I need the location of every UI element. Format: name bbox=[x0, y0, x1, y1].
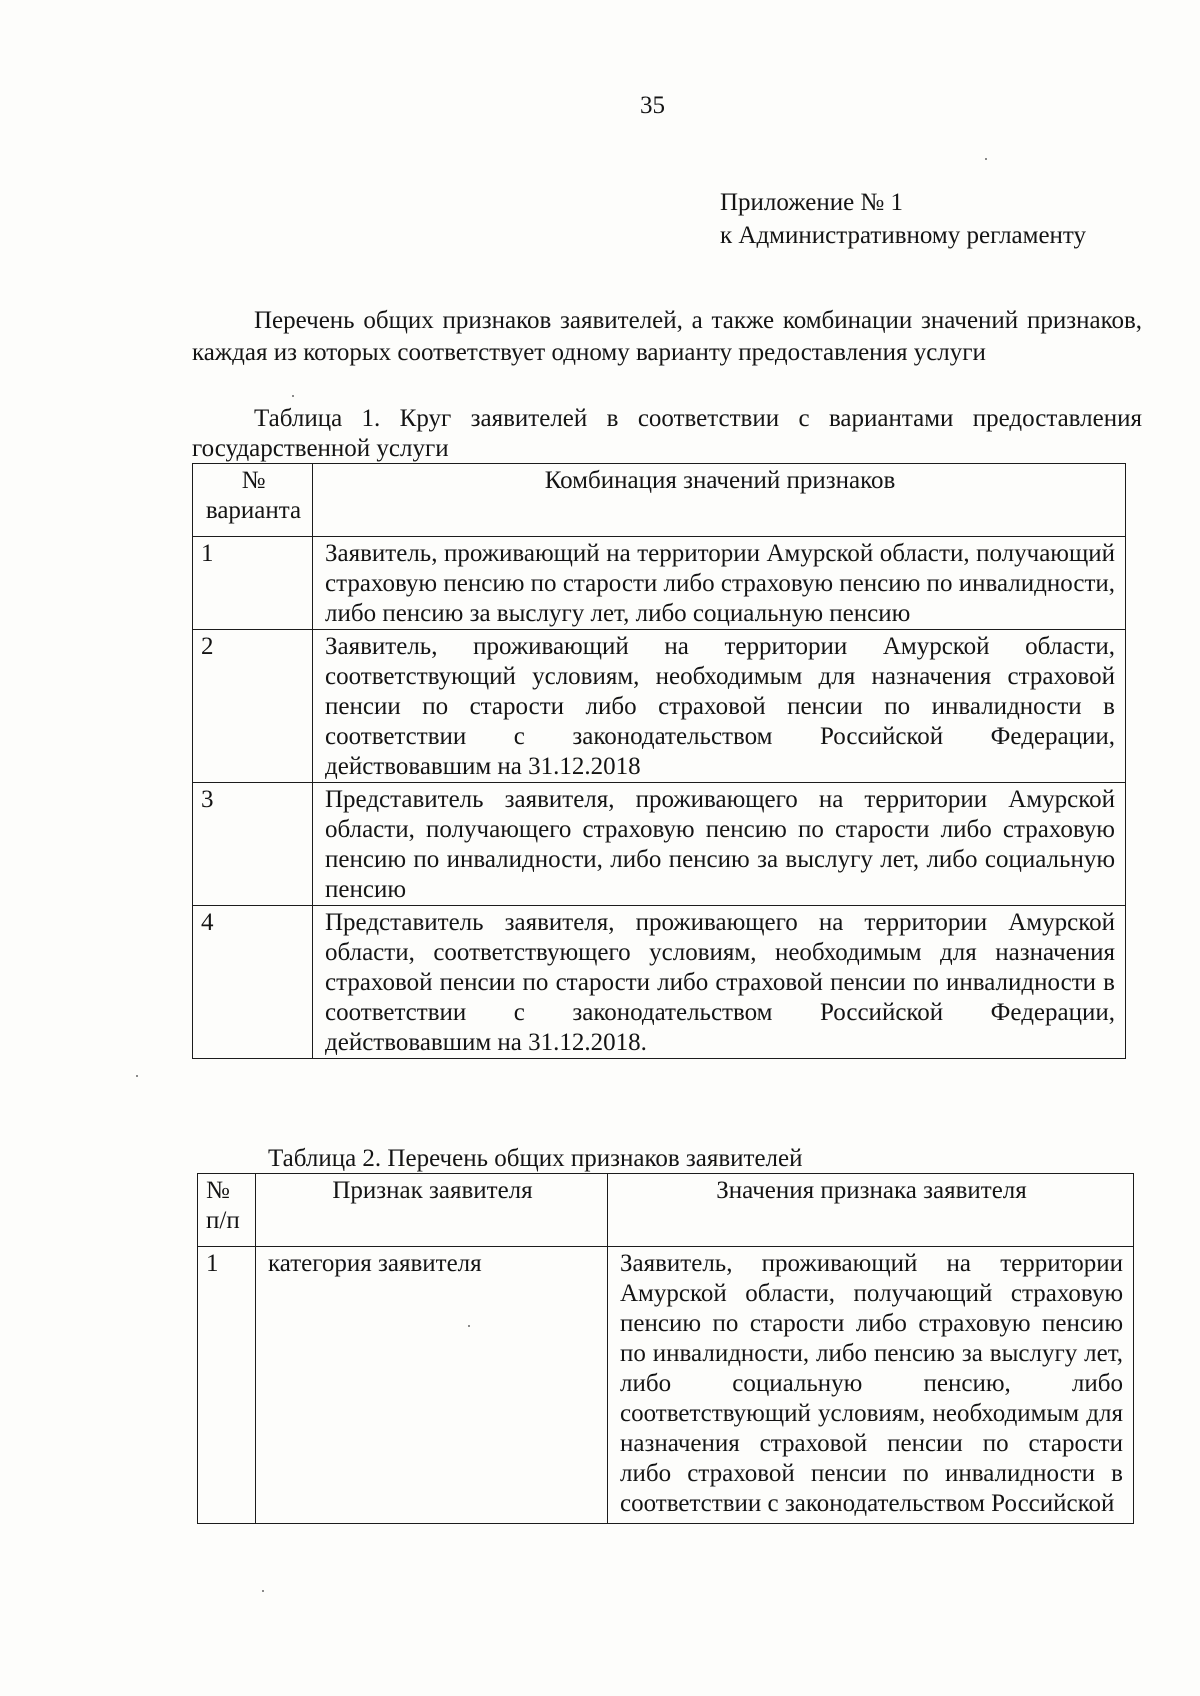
table2-header-values: Значения признака заявителя bbox=[608, 1174, 1134, 1247]
table2-header-row bbox=[198, 1174, 1134, 1247]
scan-speck bbox=[468, 1325, 470, 1327]
intro-paragraph: Перечень общих признаков заявителей, а также комбинации значений признаков, каждая из которых соответствует одному варианту предоставления услуги bbox=[192, 307, 1142, 366]
variant-number: 2 bbox=[193, 630, 313, 783]
table-row bbox=[193, 630, 1126, 783]
table2-header-num-symbol: № bbox=[206, 1177, 230, 1204]
scan-speck bbox=[262, 1590, 264, 1592]
applicant-attributes-table bbox=[197, 1173, 1134, 1524]
variant-number: 4 bbox=[193, 906, 313, 1059]
table2-header-attribute: Признак заявителя bbox=[256, 1174, 608, 1247]
page-number: 35 bbox=[640, 92, 665, 119]
appendix-header bbox=[720, 186, 1086, 252]
table1-header-num bbox=[193, 464, 313, 537]
variant-number: 3 bbox=[193, 783, 313, 906]
table1-header-combination: Комбинация значений признаков bbox=[313, 464, 1126, 537]
table-row bbox=[193, 537, 1126, 630]
attribute-value: Заявитель, проживающий на территории Амурской области, получающий страховую пенсию по старости либо страховую пенсию по инвалидности, либо пенсию за выслугу лет, либо социальную пенсию, либо соответствующий условиям, необходимым для назначения страховой пенсии по старости либо страховой пенсии по инвалидности в соответствии с законодательством Российской bbox=[608, 1247, 1134, 1524]
table-row bbox=[198, 1247, 1134, 1524]
scan-speck bbox=[136, 1075, 138, 1077]
attribute-name: категория заявителя bbox=[256, 1247, 608, 1524]
table1-header-row bbox=[193, 464, 1126, 537]
table1-caption: Таблица 1. Круг заявителей в соответствии с вариантами предоставления государственной услуги bbox=[192, 405, 1142, 462]
table-row bbox=[193, 906, 1126, 1059]
variant-description: Представитель заявителя, проживающего на территории Амурской области, получающего страховую пенсию по старости либо страховую пенсию по инвалидности, либо пенсию за выслугу лет, либо социальную пенсию bbox=[313, 783, 1126, 906]
scan-speck bbox=[292, 395, 294, 397]
table-row bbox=[193, 783, 1126, 906]
variant-description: Представитель заявителя, проживающего на территории Амурской области, соответствующего условиям, необходимым для назначения страховой пенсии по старости либо страховой пенсии по инвалидности в соответствии с законодательством Российской Федерации, действовавшим на 31.12.2018. bbox=[313, 906, 1126, 1059]
table1-header-num-symbol: № bbox=[241, 467, 266, 494]
table2-header-num bbox=[198, 1174, 256, 1247]
variant-description: Заявитель, проживающий на территории Амурской области, соответствующий условиям, необходимым для назначения страховой пенсии по старости либо страховой пенсии по инвалидности в соответствии с законодательством Российской Федерации, действовавшим на 31.12.2018 bbox=[313, 630, 1126, 783]
variant-number: 1 bbox=[193, 537, 313, 630]
variant-description: Заявитель, проживающий на территории Амурской области, получающий страховую пенсию по старости либо страховую пенсию по инвалидности, либо пенсию за выслугу лет, либо социальную пенсию bbox=[313, 537, 1126, 630]
appendix-line-1: Приложение № 1 bbox=[720, 189, 904, 216]
appendix-line-2: к Административному регламенту bbox=[720, 222, 1087, 249]
table2-caption: Таблица 2. Перечень общих признаков заявителей bbox=[268, 1145, 803, 1172]
table2-header-num-label: п/п bbox=[206, 1207, 240, 1234]
attribute-number: 1 bbox=[198, 1247, 256, 1524]
scan-speck bbox=[985, 158, 987, 160]
table1-header-num-label: варианта bbox=[205, 497, 302, 524]
applicants-variants-table bbox=[192, 463, 1126, 1059]
